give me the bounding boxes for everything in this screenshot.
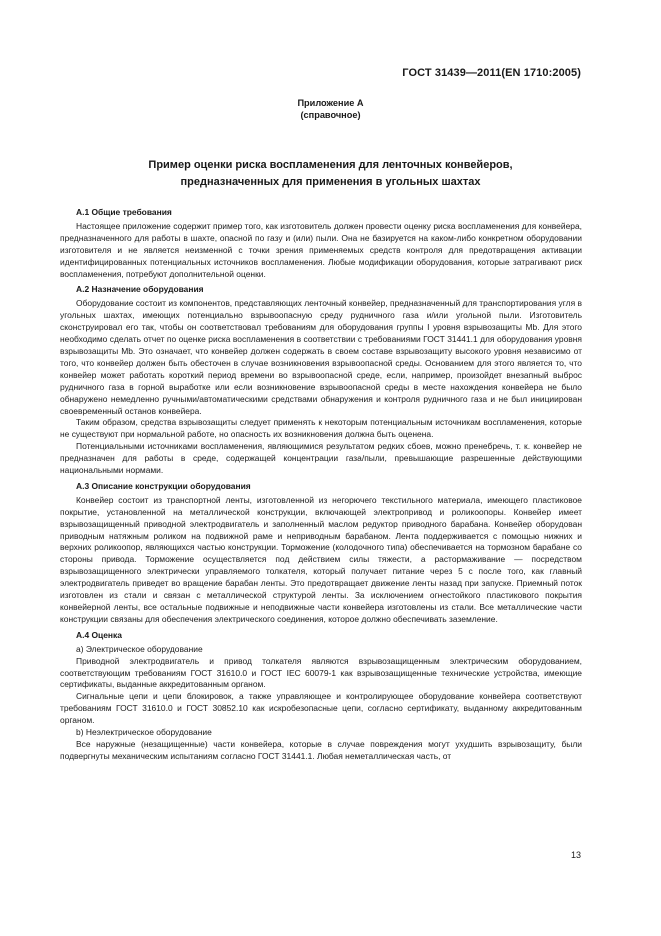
paragraph-a2-3: Потенциальными источниками воспламенения, являющимися результатом редких сбоев, можно пренебречь, т. к. конвейер не предназначен для работы в среде, содержащей концентрации газа/пыли, превышающие разрешенные действующими национальными нормами. xyxy=(60,441,582,476)
paragraph-a4-1: Приводной электродвигатель и привод толкателя являются взрывозащищенным электрическим оборудованием, соответствующим требованиям ГОСТ 31610.0 и ГОСТ IEC 60079-1 как взрывозащищенные технические устройства, имеющие сертификаты, выданные аккредитованным органом. xyxy=(60,655,582,690)
appendix-note: (справочное) xyxy=(300,110,361,120)
section-heading-a3: А.3 Описание конструкции оборудования xyxy=(76,480,251,491)
paragraph-a1-1: Настоящее приложение содержит пример того, как изготовитель должен провести оценку риска воспламенения для конвейера, предназначенного для работы в шахте, опасной по газу и (или) пыли. Она не базируется на каком-либо конкретном оборудовании изготовителя и не является неизменной с точки зрения применяемых средств контроля для предотвращения активации идентифицированных потенциальных источников воспламенения. Любые модификации оборудования, которые затрагивают риск воспламенения, потребуют дополнительной оценки. xyxy=(60,220,582,279)
subheading-non-electrical: b) Неэлектрическое оборудование xyxy=(76,727,212,738)
page-title xyxy=(0,157,661,191)
standard-designation: ГОСТ 31439—2011(EN 1710:2005) xyxy=(402,67,581,79)
appendix-label: Приложение А xyxy=(297,98,364,108)
section-heading-a1: А.1 Общие требования xyxy=(76,207,172,217)
section-heading-a2: А.2 Назначение оборудования xyxy=(76,284,204,295)
paragraph-a4-3: Все наружные (незащищенные) части конвейера, которые в случае повреждения могут ухудшить взрывозащиту, были подвергнуты механическим испытаниям согласно ГОСТ 31441.1. Любая неметаллическая часть, от xyxy=(60,738,582,761)
page-number: 13 xyxy=(570,850,581,860)
title-line-1: Пример оценки риска воспламенения для ленточных конвейеров, xyxy=(148,159,513,171)
document-body xyxy=(60,207,582,763)
paragraph-a3-1: Конвейер состоит из транспортной ленты, изготовленной из негорючего текстильного материала, имеющего пластиковое покрытие, установленной на металлической конструкции, включающей электропривод и роликоопоры. Конвейер имеет взрывозащищенный приводной электродвигатель и заполненный маслом редуктор приводного барабана. Конвейер оборудован приводным натяжным роликом на подвижной раме и неприводным барабаном. Лента поддерживается с помощью нижних и верхних роликоопор, являющихся частью конструкции. Торможение (колодочного типа) обеспечивается на тормозном барабане со стороны привода. Торможение осуществляется под действием силы тяжести, а растормаживание — посредством взрывозащищенного электрически управляемого толкателя, который получает питание через 5 с после того, как главный электродвигатель приведет во вращение барабан ленты. Это предотвращает движение ленты назад при запуске. Приемный поток изготовлен из стали и связан с металлической структурой ленты. За исключением огнестойкого пластикового покрытия конвейерной ленты, все остальные подвижные и неподвижные части конвейера изготовлены из стали. Все металлические части конструкции связаны для обеспечения электрического соединения, которое должно обеспечивать заземление. xyxy=(60,494,582,624)
paragraph-a4-2: Сигнальные цепи и цепи блокировок, а также управляющее и контролирующее оборудование конвейера соответствуют требованиям ГОСТ 31610.0 и ГОСТ 30852.10 как искробезопасные цепи, согласно сертификату, выданному аккредитованным органом. xyxy=(60,691,582,726)
paragraph-a2-2: Таким образом, средства взрывозащиты следует применять к некоторым потенциальным источникам воспламенения, которые не существуют при нормальной работе, но опасность их возникновения должна быть оценена. xyxy=(60,417,582,440)
paragraph-a2-1: Оборудование состоит из компонентов, представляющих ленточный конвейер, предназначенный для транспортирования угля в угольных шахтах, имеющих потенциально взрывоопасную среду рудничного газа и/или угольной пыли. Изготовитель сконструировал его так, чтобы он соответствовал требованиям для оборудования группы I уровня взрывозащиты Mb. Для этого необходимо сделать отчет по оценке риска воспламенения в соответствии с требованиями ГОСТ 31441.1 для оборудования уровня взрывозащиты Mb. Это означает, что конвейер должен содержать в своем составе взрывозащиту высокого уровня независимо от того, что конвейер должен быть обесточен в случае возникновения взрывоопасной среды. Основанием для этого является то, что конвейер может работать короткий период времени во взрывоопасной среде, если, например, произойдет внезапный выброс рудничного газа в горной выработке или если возникновение взрывоопасной среды в месте нахождения конвейера не было обнаружено немедленно ручными/автоматическими средствами обнаружения и контроля рудничного газа и не был инициирован своевременный останов конвейера. xyxy=(60,298,582,416)
subheading-electrical: а) Электрическое оборудование xyxy=(76,643,203,654)
section-heading-a4: А.4 Оценка xyxy=(76,629,122,640)
title-line-2: предназначенных для применения в угольных шахтах xyxy=(180,176,481,188)
